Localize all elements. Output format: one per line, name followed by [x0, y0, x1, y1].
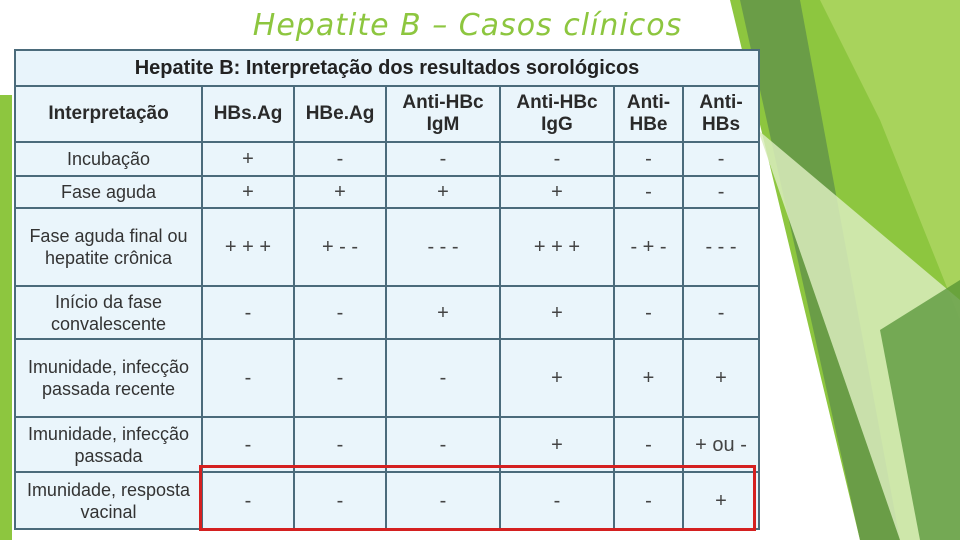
highlight-box [199, 465, 756, 531]
cell-value: - [386, 339, 500, 417]
cell-value: - [294, 142, 386, 176]
table-row [15, 339, 759, 417]
cell-value: + [202, 142, 294, 176]
header-cell: HBe.Ag [294, 86, 386, 142]
cell-value: - [614, 176, 683, 208]
row-label: Incubação [15, 142, 202, 176]
serology-table [14, 49, 758, 528]
row-label: Imunidade, infecção passada recente [15, 339, 202, 417]
cell-value: + [386, 286, 500, 339]
cell-value: - [294, 339, 386, 417]
table-row [15, 417, 759, 472]
cell-value: - [683, 176, 759, 208]
cell-value: - [614, 142, 683, 176]
cell-value: + [500, 339, 614, 417]
cell-value: + [683, 339, 759, 417]
cell-value: + [294, 176, 386, 208]
cell-value: + [386, 176, 500, 208]
cell-value: + [500, 417, 614, 472]
cell-value: - [386, 142, 500, 176]
cell-value: - [683, 142, 759, 176]
table-row [15, 208, 759, 286]
cell-value: - [386, 472, 500, 529]
cell-value: + [500, 286, 614, 339]
cell-value: + + + [500, 208, 614, 286]
cell-value: + + + [202, 208, 294, 286]
table-caption: Hepatite B: Interpretação dos resultados sorológicos [15, 50, 759, 86]
cell-value: + [614, 339, 683, 417]
serology-table-grid [14, 49, 760, 530]
row-label: Fase aguda final ou hepatite crônica [15, 208, 202, 286]
cell-value: - [386, 417, 500, 472]
header-cell: Interpretação [15, 86, 202, 142]
row-label: Fase aguda [15, 176, 202, 208]
cell-value: - [683, 286, 759, 339]
header-row [15, 86, 759, 142]
header-cell: Anti-HBs [683, 86, 759, 142]
cell-value: - [202, 472, 294, 529]
cell-value: - [500, 472, 614, 529]
cell-value: - - - [386, 208, 500, 286]
cell-value: - [202, 339, 294, 417]
slide-title: Hepatite B – Casos clínicos [252, 8, 683, 43]
table-row [15, 142, 759, 176]
table-row [15, 176, 759, 208]
row-label: Imunidade, infecção passada [15, 417, 202, 472]
header-cell: Anti-HBc IgM [386, 86, 500, 142]
row-label: Início da fase convalescente [15, 286, 202, 339]
cell-value: - - - [683, 208, 759, 286]
cell-value: + [500, 176, 614, 208]
cell-value: - [202, 417, 294, 472]
row-label: Imunidade, resposta vacinal [15, 472, 202, 529]
cell-value: - [294, 417, 386, 472]
header-cell: Anti-HBe [614, 86, 683, 142]
cell-value: - [500, 142, 614, 176]
cell-value: - + - [614, 208, 683, 286]
cell-value: + - - [294, 208, 386, 286]
cell-value: + ou - [683, 417, 759, 472]
cell-value: - [294, 286, 386, 339]
header-cell: Anti-HBc IgG [500, 86, 614, 142]
cell-value: - [202, 286, 294, 339]
cell-value: - [614, 286, 683, 339]
header-cell: HBs.Ag [202, 86, 294, 142]
cell-value: + [683, 472, 759, 529]
cell-value: - [614, 472, 683, 529]
cell-value: - [614, 417, 683, 472]
cell-value: - [294, 472, 386, 529]
table-row [15, 286, 759, 339]
cell-value: + [202, 176, 294, 208]
